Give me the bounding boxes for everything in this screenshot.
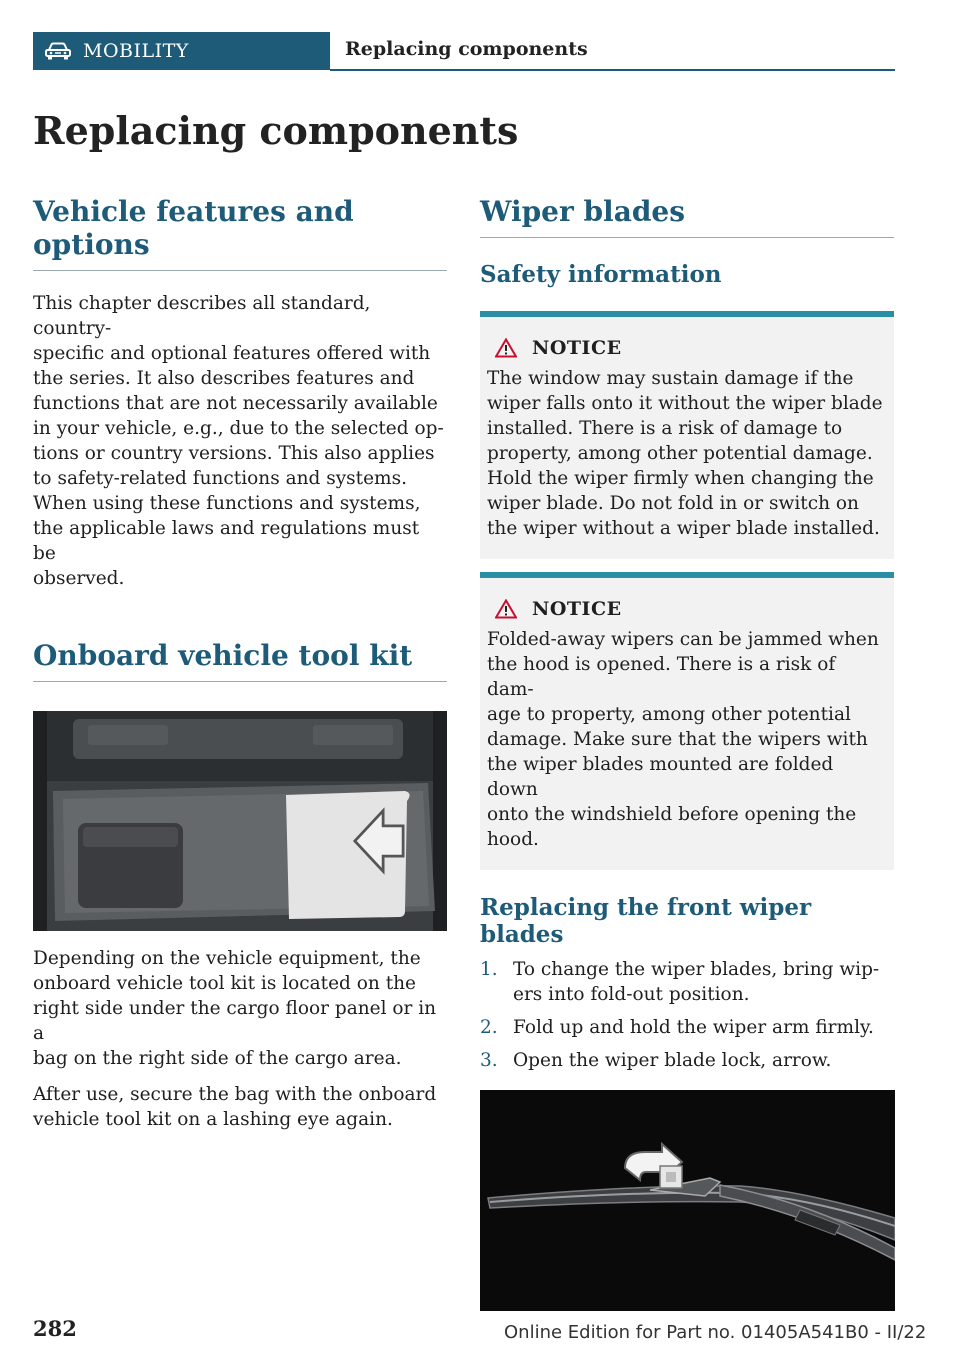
text-line: property, among other potential damage.	[487, 443, 873, 464]
text-line: ers into fold-out position.	[513, 984, 750, 1005]
text-line: the wiper without a wiper blade installed.	[487, 518, 880, 539]
subheading-safety-information: Safety information	[480, 261, 722, 288]
step-number: 2.	[480, 1017, 498, 1038]
text-line: the applicable laws and regulations must be	[33, 518, 420, 564]
car-icon	[43, 41, 73, 61]
chapter-tab	[33, 32, 330, 70]
text-line: the wiper blades mounted are folded down	[487, 754, 834, 800]
text-line: onboard vehicle tool kit is located on the	[33, 973, 416, 994]
text-line: installed. There is a risk of damage to	[487, 418, 843, 439]
text-line: in your vehicle, e.g., due to the selected op-	[33, 418, 444, 439]
running-title: Replacing components	[345, 38, 588, 60]
notice-box-1	[480, 311, 894, 559]
text-line: tions or country versions. This also applies	[33, 443, 435, 464]
chapter-label: MOBILITY	[83, 40, 189, 62]
notice-title: NOTICE	[532, 337, 622, 359]
notice-header	[487, 598, 886, 620]
section-heading-wiper-blades: Wiper blades	[480, 195, 894, 238]
footer-edition: Online Edition for Part no. 01405A541B0 - II/22	[504, 1322, 927, 1343]
step-number: 1.	[480, 959, 498, 980]
right-column	[480, 195, 894, 1311]
text-line: onto the windshield before opening the	[487, 804, 857, 825]
text-line: right side under the cargo floor panel or in a	[33, 998, 437, 1044]
text-line: This chapter describes all standard, country-	[33, 293, 371, 339]
section-heading-vehicle-features: Vehicle features and options	[33, 195, 447, 271]
text-line: wiper falls onto it without the wiper blade	[487, 393, 883, 414]
text-line: Hold the wiper firmly when changing the	[487, 468, 874, 489]
list-item	[480, 1015, 894, 1040]
text-line: the hood is opened. There is a risk of dam-	[487, 654, 836, 700]
text-line: the series. It also describes features and	[33, 368, 415, 389]
wiper-blade-image	[480, 1090, 895, 1311]
header-rule	[330, 69, 895, 71]
text-line: bag on the right side of the cargo area.	[33, 1048, 402, 1069]
text-line: functions that are not necessarily available	[33, 393, 438, 414]
notice-text	[487, 627, 886, 852]
text-line: After use, secure the bag with the onboard	[33, 1084, 437, 1105]
warning-triangle-icon	[495, 338, 517, 358]
text-line: Folded-away wipers can be jammed when	[487, 629, 879, 650]
text-line: specific and optional features offered with	[33, 343, 431, 364]
text-line: wiper blade. Do not fold in or switch on	[487, 493, 859, 514]
text-line: hood.	[487, 829, 539, 850]
step-text: Open the wiper blade lock, arrow.	[513, 1050, 832, 1071]
subheading-replacing-front-wiper-blades: Replacing the front wiper blades	[480, 894, 812, 948]
step-number: 3.	[480, 1050, 498, 1071]
text-line: When using these functions and systems,	[33, 493, 421, 514]
notice-text	[487, 366, 886, 541]
text-line: damage. Make sure that the wipers with	[487, 729, 868, 750]
text-line: The window may sustain damage if the	[487, 368, 854, 389]
list-item	[480, 957, 894, 1007]
steps-list	[480, 957, 894, 1073]
notice-header	[487, 337, 886, 359]
text-line: To change the wiper blades, bring wip-	[513, 959, 880, 980]
notice-box-2	[480, 572, 894, 870]
tool-kit-paragraph-2	[33, 1082, 447, 1132]
list-item	[480, 1048, 894, 1073]
left-column	[33, 195, 447, 1132]
notice-title: NOTICE	[532, 598, 622, 620]
step-text: Fold up and hold the wiper arm firmly.	[513, 1017, 874, 1038]
text-line: vehicle tool kit on a lashing eye again.	[33, 1109, 393, 1130]
section-heading-tool-kit: Onboard vehicle tool kit	[33, 639, 447, 682]
warning-triangle-icon	[495, 599, 517, 619]
page-title: Replacing components	[33, 108, 519, 153]
vehicle-features-paragraph	[33, 291, 447, 591]
text-line: to safety-related functions and systems.	[33, 468, 407, 489]
tool-kit-paragraph-1	[33, 946, 447, 1071]
tool-kit-image	[33, 711, 447, 931]
text-line: Depending on the vehicle equipment, the	[33, 948, 421, 969]
page-header	[33, 32, 895, 72]
text-line: observed.	[33, 568, 125, 589]
wiper-blade-illustration	[480, 1090, 895, 1311]
step-text	[513, 957, 894, 1007]
text-line: age to property, among other potential	[487, 704, 851, 725]
page-number: 282	[33, 1316, 77, 1341]
cargo-floor-illustration	[33, 711, 447, 931]
